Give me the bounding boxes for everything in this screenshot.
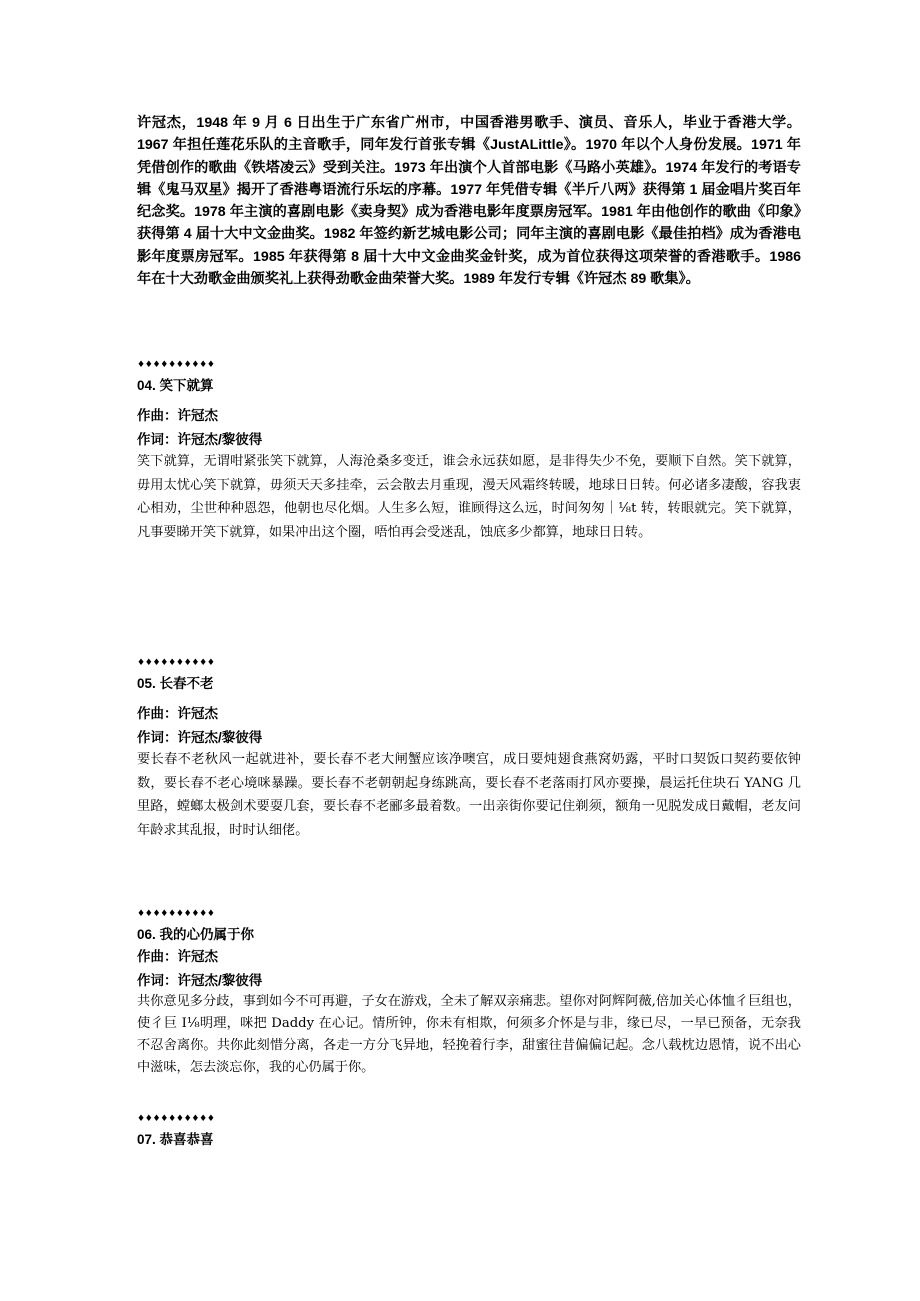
song-lyrics: 共你意见多分歧，事到如今不可再避，子女在游戏，全未了解双亲痛悲。望你对阿辉阿薇,倍加关心体恤彳巨组也，使彳巨 I⅛明理，咪把 Daddy 在心记。情所钟，你未有相欺，何须多介怀是与非，缘已尽，一早已预备，无奈我不忍舍离你。共你此刻惜分离，各走一方分飞异地，轻挽着行李，甜蜜往昔偏偏记起。念八载枕边恩情，说不出心中滋味，怎去淡忘你，我的心仍属于你。: [137, 994, 801, 1075]
composer-credit: 作曲：许冠杰: [137, 706, 218, 721]
song-title: 04. 笑下就算: [137, 378, 214, 393]
composer-credit: 作曲：许冠杰: [137, 408, 218, 423]
song-section: [137, 656, 801, 842]
diamond-divider: ♦♦♦♦♦♦♦♦♦♦: [137, 1114, 215, 1124]
diamond-divider: ♦♦♦♦♦♦♦♦♦♦: [137, 909, 215, 919]
song-title: 06. 我的心仍属于你: [137, 927, 255, 942]
lyricist-credit: 作词：许冠杰/黎彼得: [137, 730, 263, 745]
song-lyrics: 笑下就算，无谓咁紧张笑下就算，人海沧桑多变迁，谁会永远获如愿，是非得失少不免，要顺下自然。笑下就算，毋用太忧心笑下就算，毋须天天多挂牵，云会散去月重现，漫天风霜终转暖，地球日日转。何必诸多凄酸，容我衷心相劝，尘世种种恩怨，他朝也尽化烟。人生多么短，谁顾得这么远，时间匆匆｜⅛t 转，转眼就完。笑下就算，凡事要睇开笑下就算，如果冲出这个圈，唔怕再会受迷乱，蚀底多少都算，地球日日转。: [137, 454, 801, 540]
song-section: [137, 1112, 801, 1150]
lyricist-credit: 作词：许冠杰/黎彼得: [137, 432, 263, 447]
diamond-divider: ♦♦♦♦♦♦♦♦♦♦: [137, 658, 215, 668]
song-title: 07. 恭喜恭喜: [137, 1132, 214, 1147]
song-title: 05. 长春不老: [137, 676, 214, 691]
diamond-divider: ♦♦♦♦♦♦♦♦♦♦: [137, 360, 215, 370]
composer-credit: 作曲：许冠杰: [137, 949, 218, 964]
artist-biography: 许冠杰，1948 年 9 月 6 日出生于广东省广州市，中国香港男歌手、演员、音乐人，毕业于香港大学。1967 年担任莲花乐队的主音歌手，同年发行首张专辑《JustALittle》。1970 年以个人身份发展。1971 年凭借创作的歌曲《铁塔凌云》受到关注。1973 年出演个人首部电影《马路小英雄》。1974 年发行的考语专辑《鬼马双星》揭开了香港粤语流行乐坛的序幕。1977 年凭借专辑《半斤八两》获得第 1 届金唱片奖百年纪念奖。1978 年主演的喜剧电影《卖身契》成为香港电影年度票房冠军。1981 年由他创作的歌曲《印象》获得第 4 届十大中文金曲奖。1982 年签约新艺城电影公司；同年主演的喜剧电影《最佳拍档》成为香港电影年度票房冠军。1985 年获得第 8 届十大中文金曲奖金针奖，成为首位获得这项荣誉的香港歌手。1986 年在十大劲歌金曲颁奖礼上获得劲歌金曲荣誉大奖。1989 年发行专辑《许冠杰 89 歌集》。: [137, 115, 801, 288]
song-lyrics: 要长春不老秋风一起就进补，要长春不老大闸蟹应该净噢宫，成日要炖翅食燕窝奶露，平时口契饭口契药要依钟数，要长春不老心境咪暴躁。要长春不老朝朝起身练跳高，要长春不老落雨打风亦要操，晨运托住块石 YANG 几里路，螳螂太极剑术要耍几套，要长春不老郦多最着数。一出亲街你要记住剃须，额角一见脱发成日戴帽，老友问年龄求其乱报，时时认细佬。: [137, 752, 801, 838]
lyricist-credit: 作词：许冠杰/黎彼得: [137, 973, 263, 988]
song-section: [137, 358, 801, 544]
song-section: [137, 907, 801, 1079]
